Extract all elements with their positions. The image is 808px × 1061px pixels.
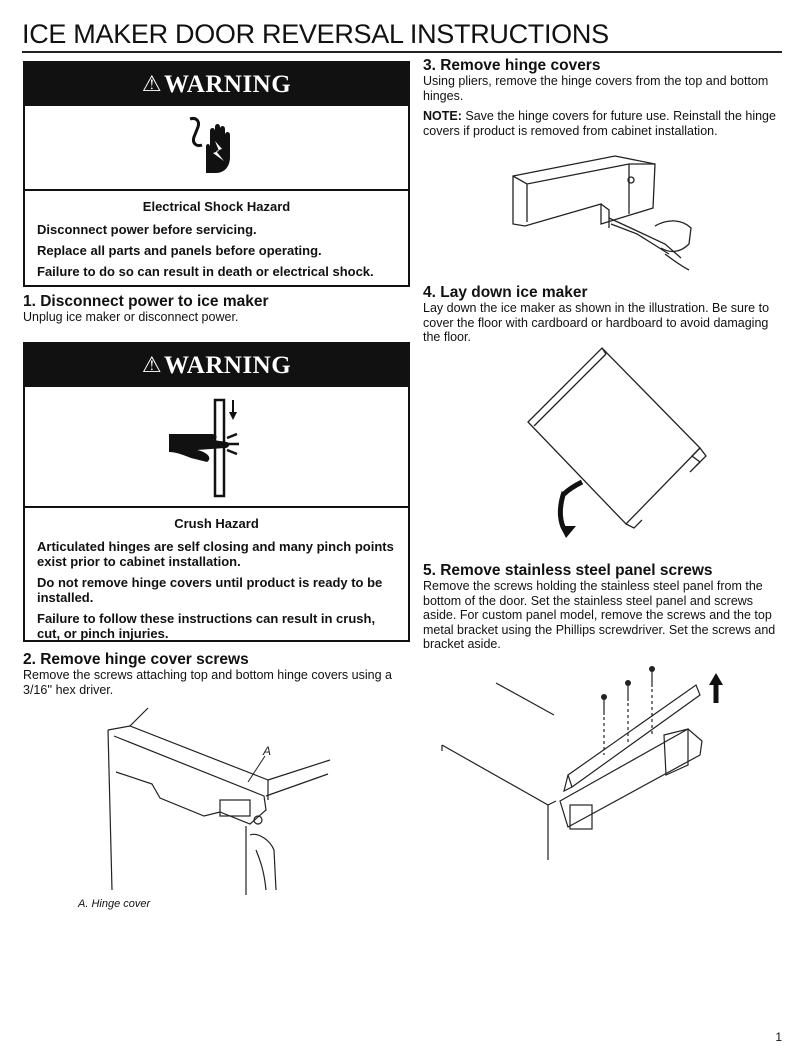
- warning-line: Replace all parts and panels before operating.: [37, 243, 322, 258]
- step-note: [423, 109, 783, 138]
- page-title: ICE MAKER DOOR REVERSAL INSTRUCTIONS: [22, 18, 782, 53]
- step-heading: 2. Remove hinge cover screws: [23, 651, 249, 668]
- figure-caption: A. Hinge cover: [78, 898, 151, 910]
- page-number: 1: [775, 1030, 782, 1044]
- warning-line: Articulated hinges are self closing and many pinch points exist prior to cabinet installation.: [37, 539, 394, 569]
- stainless-steel-panel-screws-illustration: [438, 655, 738, 860]
- step-5: [423, 562, 783, 652]
- warning-header: [25, 63, 408, 106]
- electrical-shock-hand-icon: [25, 106, 408, 191]
- step-heading: 3. Remove hinge covers: [423, 57, 601, 74]
- step-text: Remove the screws attaching top and bottom hinge covers using a 3/16'' hex driver.: [23, 668, 392, 697]
- hazard-title: Electrical Shock Hazard: [142, 199, 291, 214]
- warning-body: [25, 191, 408, 293]
- warning-line: Failure to do so can result in death or electrical shock.: [37, 264, 374, 279]
- step-2: [23, 651, 403, 697]
- step-3: [423, 57, 783, 138]
- warning-box-electrical: [23, 61, 410, 287]
- warning-line: Do not remove hinge covers until product is ready to be installed.: [37, 575, 383, 605]
- note-label: NOTE:: [423, 109, 462, 123]
- step-heading: 4. Lay down ice maker: [423, 284, 588, 301]
- step-text: Unplug ice maker or disconnect power.: [23, 310, 239, 324]
- warning-line: Failure to follow these instructions can result in crush, cut, or pinch injuries.: [37, 611, 376, 641]
- crush-hazard-hand-icon: [25, 387, 408, 508]
- warning-triangle-icon: ⚠: [141, 353, 163, 378]
- note-text: Save the hinge covers for future use. Reinstall the hinge covers if product is removed from cabinet installation.: [423, 109, 776, 138]
- warning-header: [25, 344, 408, 387]
- warning-triangle-icon: ⚠: [141, 72, 163, 97]
- step-text: Using pliers, remove the hinge covers from the top and bottom hinges.: [423, 74, 769, 103]
- lay-down-ice-maker-illustration: [520, 340, 720, 540]
- warning-heading: WARNING: [164, 351, 292, 379]
- warning-box-crush: [23, 342, 410, 642]
- warning-line: Disconnect power before servicing.: [37, 222, 257, 237]
- warning-heading: WARNING: [164, 70, 292, 98]
- warning-body: [25, 508, 408, 655]
- step-1: [23, 293, 413, 325]
- step-text: Remove the screws holding the stainless steel panel from the bottom of the door. Set the stainless steel panel and screws aside. For custom panel model, remove the screws and the top metal bracket using the Phillips screwdriver. Set the screws and bracket aside.: [423, 579, 776, 651]
- hazard-title: Crush Hazard: [174, 516, 259, 531]
- callout-a: A: [263, 744, 272, 758]
- step-text: Lay down the ice maker as shown in the illustration. Be sure to cover the floor with cardboard or hardboard to avoid damaging the floor.: [423, 301, 770, 344]
- remove-hinge-cover-illustration: [505, 148, 695, 273]
- step-heading: 5. Remove stainless steel panel screws: [423, 562, 713, 579]
- hinge-cover-screws-illustration: [100, 700, 340, 895]
- step-heading: 1. Disconnect power to ice maker: [23, 293, 269, 310]
- step-4: [423, 284, 783, 345]
